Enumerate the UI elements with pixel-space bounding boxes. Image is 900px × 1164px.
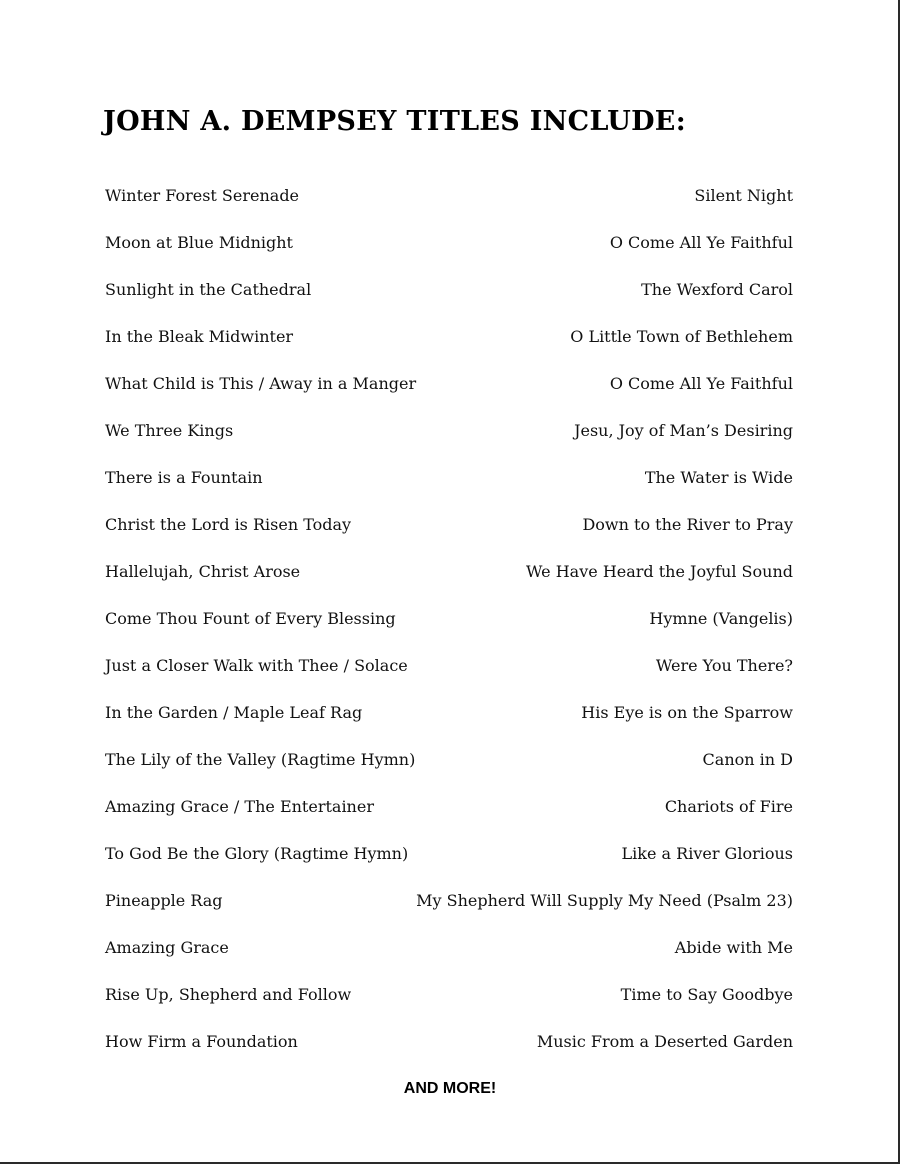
title-right: Abide with Me (674, 938, 793, 957)
title-left: Amazing Grace / The Entertainer (105, 797, 374, 816)
title-row (105, 703, 793, 750)
title-row (105, 374, 793, 421)
title-row (105, 515, 793, 562)
title-row (105, 656, 793, 703)
title-right: O Come All Ye Faithful (609, 233, 793, 252)
title-left: Christ the Lord is Risen Today (105, 515, 352, 534)
title-left: Rise Up, Shepherd and Follow (105, 985, 352, 1004)
title-row (105, 938, 793, 985)
title-left: We Three Kings (105, 421, 234, 440)
title-right: My Shepherd Will Supply My Need (Psalm 23) (416, 891, 793, 910)
title-right: Were You There? (655, 656, 793, 675)
title-left: How Firm a Foundation (105, 1032, 298, 1051)
title-row (105, 797, 793, 844)
title-left: To God Be the Glory (Ragtime Hymn) (105, 844, 409, 863)
title-left: Pineapple Rag (105, 891, 223, 910)
title-row (105, 844, 793, 891)
title-right: We Have Heard the Joyful Sound (526, 562, 793, 581)
title-left: Amazing Grace (105, 938, 229, 957)
title-row (105, 468, 793, 515)
and-more-text: AND MORE! (403, 1080, 497, 1097)
title-right: Hymne (Vangelis) (649, 609, 793, 628)
title-left: Moon at Blue Midnight (105, 233, 293, 252)
title-left: Just a Closer Walk with Thee / Solace (105, 656, 408, 675)
title-left: Hallelujah, Christ Arose (105, 562, 301, 581)
title-right: The Wexford Carol (641, 280, 793, 299)
title-row (105, 233, 793, 280)
title-left: Come Thou Fount of Every Blessing (105, 609, 396, 628)
title-left: In the Bleak Midwinter (105, 327, 294, 346)
title-right: Silent Night (694, 186, 793, 205)
title-right: Music From a Deserted Garden (536, 1032, 793, 1051)
title-row (105, 280, 793, 327)
title-row (105, 891, 793, 938)
title-right: Like a River Glorious (621, 844, 793, 863)
title-left: The Lily of the Valley (Ragtime Hymn) (105, 750, 416, 769)
title-row (105, 609, 793, 656)
title-row (105, 985, 793, 1032)
title-right: Jesu, Joy of Man’s Desiring (574, 421, 793, 440)
title-right: Time to Say Goodbye (620, 985, 793, 1004)
title-row (105, 750, 793, 797)
title-right: Canon in D (702, 750, 793, 769)
title-left: There is a Fountain (105, 468, 263, 487)
title-row (105, 327, 793, 374)
title-right: O Little Town of Bethlehem (570, 327, 793, 346)
title-row (105, 186, 793, 233)
titles-list (105, 186, 793, 1079)
title-left: Winter Forest Serenade (105, 186, 300, 205)
title-left: What Child is This / Away in a Manger (105, 374, 417, 393)
page-title: JOHN A. DEMPSEY TITLES INCLUDE: (103, 106, 686, 137)
title-row (105, 1032, 793, 1079)
title-right: O Come All Ye Faithful (609, 374, 793, 393)
title-row (105, 562, 793, 609)
title-right: Chariots of Fire (664, 797, 793, 816)
title-right: The Water is Wide (644, 468, 793, 487)
title-right: Down to the River to Pray (582, 515, 793, 534)
title-right: His Eye is on the Sparrow (581, 703, 793, 722)
title-row (105, 421, 793, 468)
title-left: Sunlight in the Cathedral (105, 280, 312, 299)
title-left: In the Garden / Maple Leaf Rag (105, 703, 363, 722)
